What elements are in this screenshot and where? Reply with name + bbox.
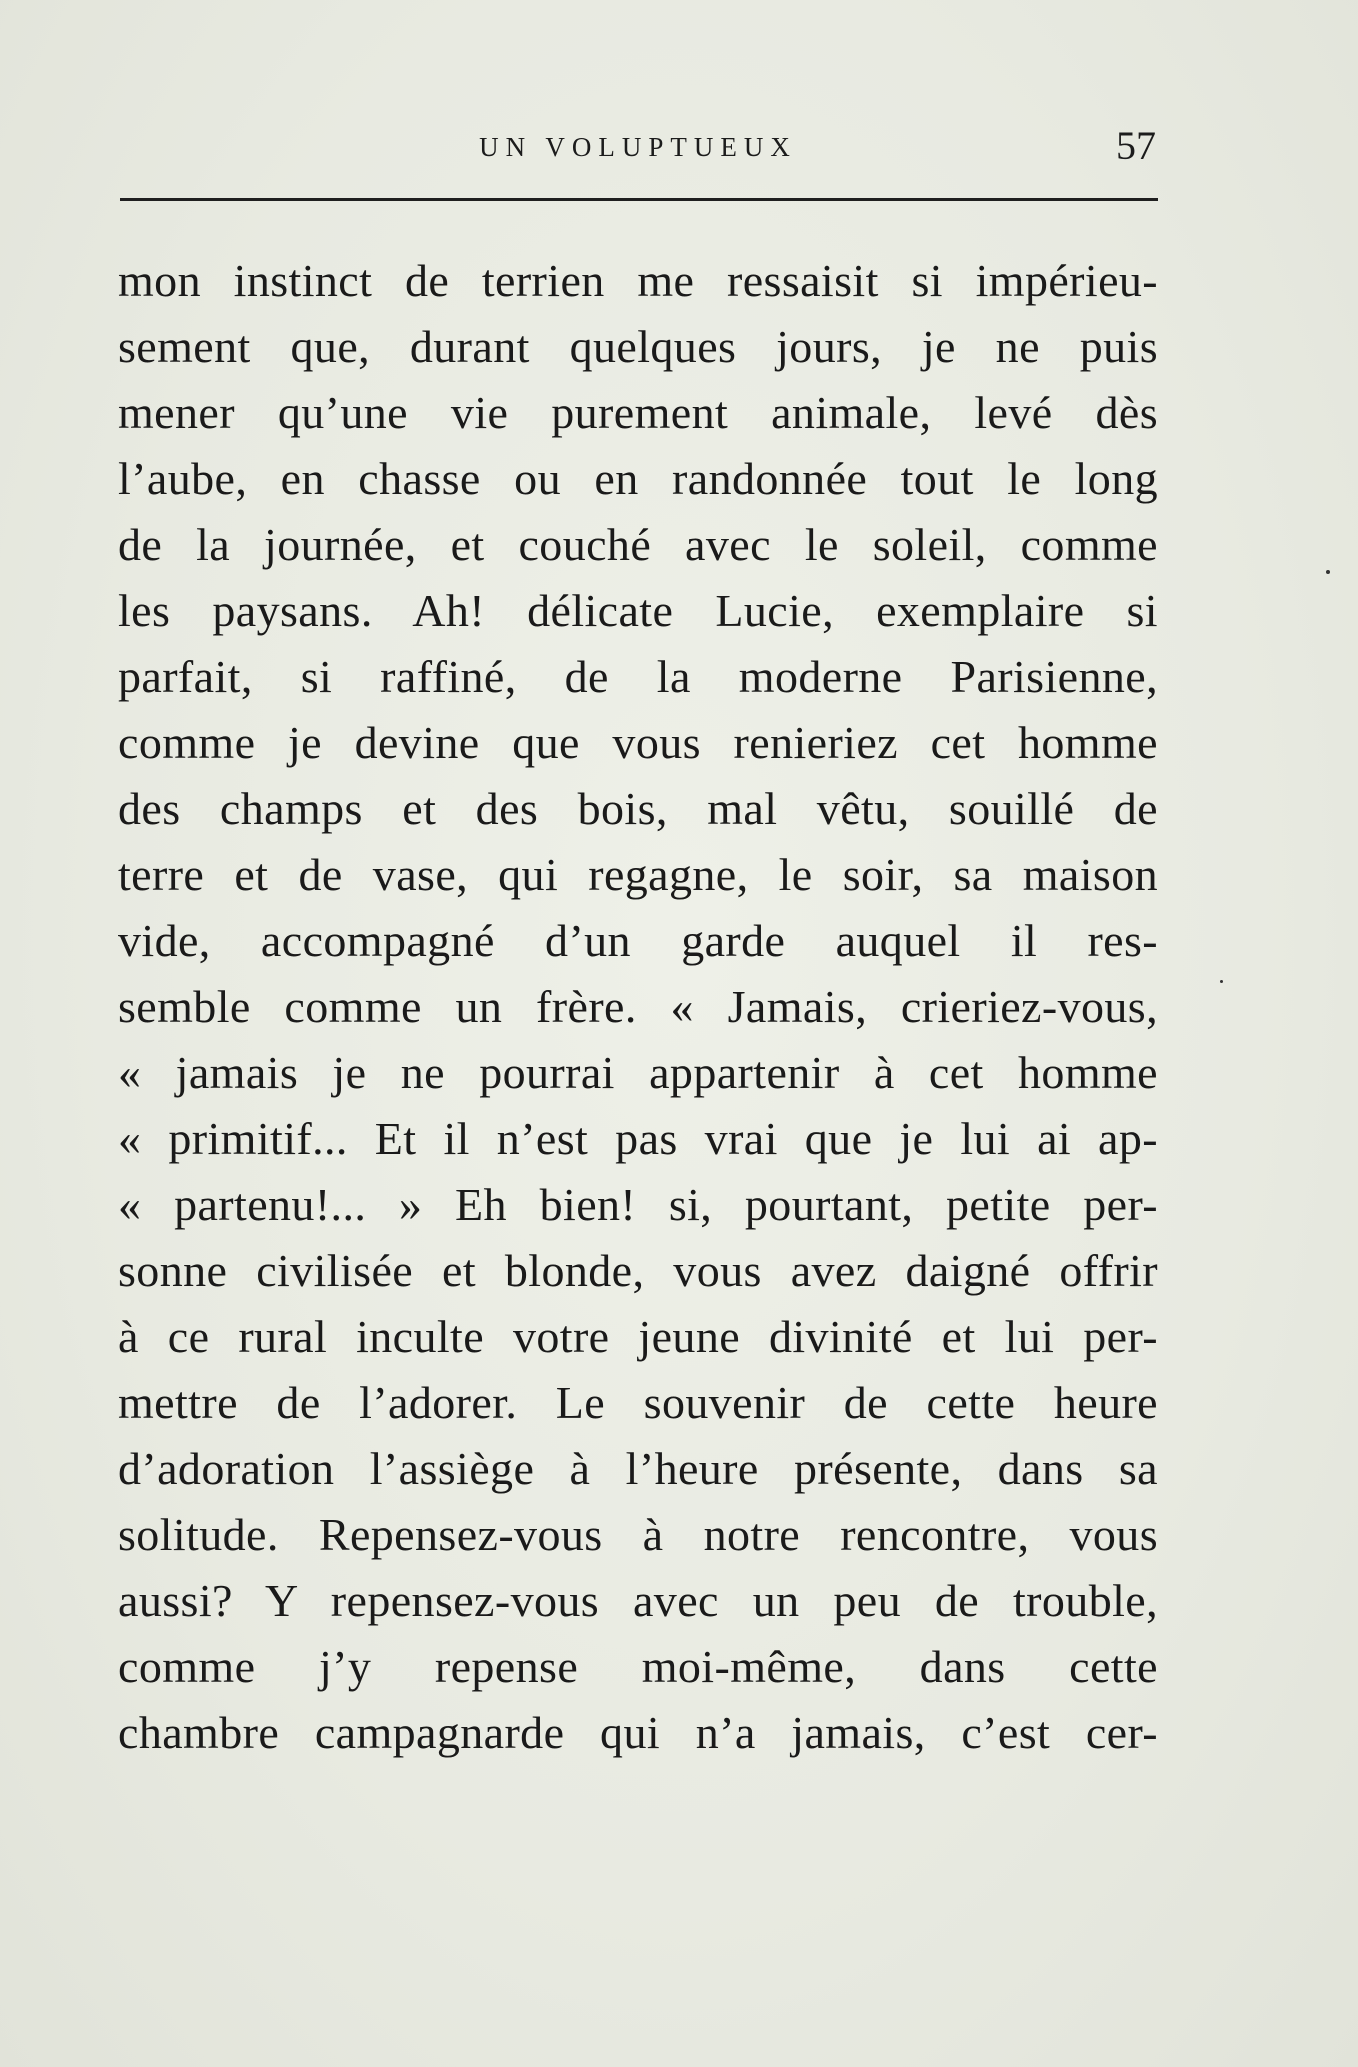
paper-speck — [1326, 570, 1330, 574]
text-line: des champs et des bois, mal vêtu, souillé de — [118, 783, 1158, 834]
text-line: d’adoration l’assiège à l’heure présente, dans sa — [118, 1443, 1158, 1494]
text-line: mener qu’une vie purement animale, levé dès — [118, 387, 1158, 438]
text-line: aussi? Y repensez-vous avec un peu de trouble, — [118, 1575, 1158, 1626]
text-line: sonne civilisée et blonde, vous avez daigné offrir — [118, 1245, 1158, 1296]
text-line: les paysans. Ah! délicate Lucie, exemplaire si — [118, 585, 1158, 636]
text-line: mon instinct de terrien me ressaisit si impérieu- — [118, 255, 1158, 306]
text-line: « partenu!... » Eh bien! si, pourtant, petite per- — [118, 1179, 1158, 1230]
text-line: semble comme un frère. « Jamais, crieriez-vous, — [118, 981, 1158, 1032]
running-title: UN VOLUPTUEUX — [479, 132, 797, 162]
text-line: solitude. Repensez-vous à notre rencontre, vous — [118, 1509, 1158, 1560]
text-line: terre et de vase, qui regagne, le soir, sa maison — [118, 849, 1158, 900]
text-line: comme je devine que vous renieriez cet homme — [118, 717, 1158, 768]
text-line: vide, accompagné d’un garde auquel il res- — [118, 915, 1158, 966]
text-line: à ce rural inculte votre jeune divinité et lui per- — [118, 1311, 1158, 1362]
text-line: parfait, si raffiné, de la moderne Parisienne, — [118, 651, 1158, 702]
paper-speck — [1220, 980, 1223, 983]
text-line: « jamais je ne pourrai appartenir à cet homme — [118, 1047, 1158, 1098]
text-line: sement que, durant quelques jours, je ne puis — [118, 321, 1158, 372]
text-line: de la journée, et couché avec le soleil, comme — [118, 519, 1158, 570]
header-rule — [120, 198, 1158, 201]
text-line: mettre de l’adorer. Le souvenir de cette heure — [118, 1377, 1158, 1428]
page-number: 57 — [1116, 123, 1156, 168]
text-line: l’aube, en chasse ou en randonnée tout le long — [118, 453, 1158, 504]
running-head — [118, 123, 1158, 168]
text-line: chambre campagnarde qui n’a jamais, c’est cer- — [118, 1707, 1158, 1758]
text-line: comme j’y repense moi-même, dans cette — [118, 1641, 1158, 1692]
text-line: « primitif... Et il n’est pas vrai que je lui ai ap- — [118, 1113, 1158, 1164]
body-text — [118, 248, 1158, 1766]
